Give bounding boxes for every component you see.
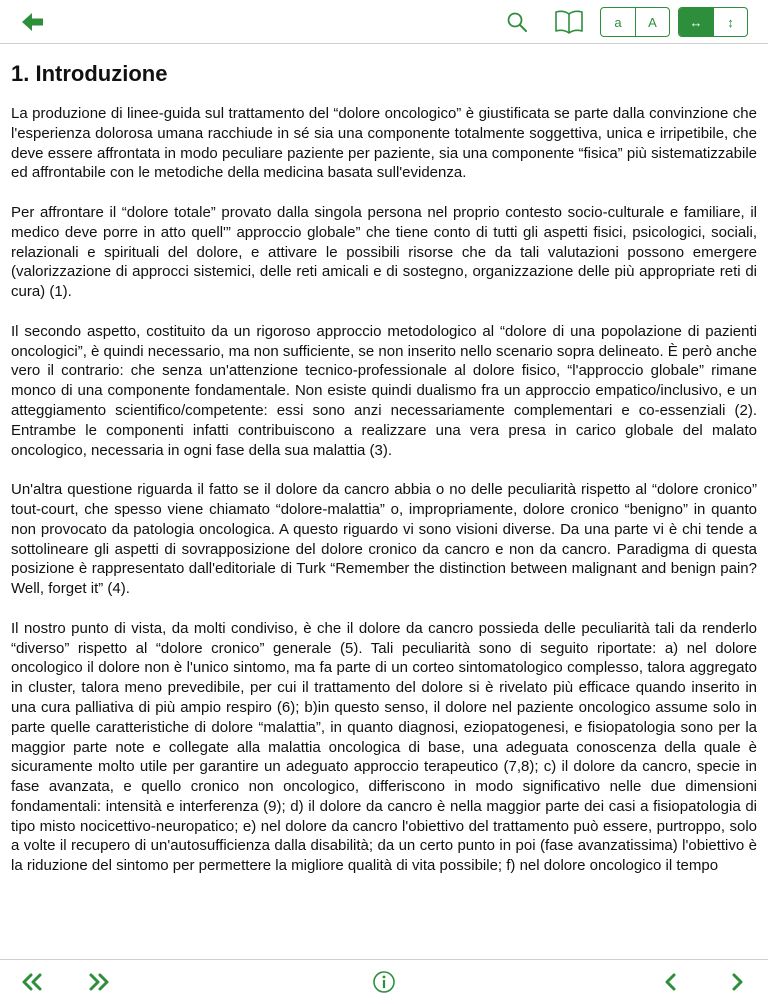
paragraph: Il secondo aspetto, costituito da un rigoroso approccio metodologico al “dolore di una popolazione di pazienti oncologici”, è quindi necessario, ma non sufficiente, se non inserito nello scenario sopra delineato. È però anche vero il contrario: che senza un'attenzione tecnico-professionale al dolore fisico, “l'approccio globale” rimane monco di una componente fondamentale. Non esiste quindi dualismo fra un approccio empatico/inclusivo, e un atteggiamento scientifico/competente: essi sono anzi necessariamente complementari e co-essenziali (2). Entrambe le componenti infatti contribuiscono a realizzare una vera presa in carico globale del malato oncologico, necessaria in ogni fase della sua malattia (3). [11, 322, 757, 459]
paragraph: La produzione di linee-guida sul trattamento del “dolore oncologico” è giustificata se parte dalla convinzione che l'esperienza dolorosa umana racchiude in sé sia una componente totalmente soggettiva, unica e irripetibile, che deve essere affrontata in modo peculiare paziente per paziente, sia una componente “fisica” più sistematizzabile ed affrontabile con le metodiche della medicina basata sull'evidenza. [11, 105, 757, 182]
font-small-button[interactable]: a [614, 14, 622, 30]
scroll-direction-toggle [678, 7, 748, 37]
vertical-scroll-button[interactable]: ↕ [713, 8, 747, 36]
article-content[interactable] [11, 58, 757, 958]
paragraph: Per affrontare il “dolore totale” provato dalla singola persona nel proprio contesto socio-culturale e familiare, il medico deve porre in atto quell'” approccio globale” che tiene conto di tutti gli aspetti fisici, psicologici, sociali, relazionali e spirituali del dolore, e attivare le possibili risorse che da tali valutazioni possono emergere (valorizzazione di approcci sistemici, delle reti amicali e di sostegno, organizzazione delle più appropriate reti di cura) (1). [11, 203, 757, 301]
chevron-right-icon[interactable] [724, 970, 750, 994]
back-arrow-icon[interactable] [20, 10, 46, 34]
double-chevron-left-icon[interactable] [19, 970, 45, 994]
font-large-button[interactable]: A [635, 8, 669, 36]
book-icon[interactable] [554, 8, 584, 36]
chevron-left-icon[interactable] [658, 970, 684, 994]
article-title: 1. Introduzione [11, 61, 168, 86]
info-icon[interactable] [371, 970, 397, 994]
font-size-toggle [600, 7, 670, 37]
search-icon[interactable] [505, 10, 529, 34]
top-toolbar [0, 0, 768, 44]
paragraph: Il nostro punto di vista, da molti condiviso, è che il dolore da cancro possieda delle peculiarità tali da renderlo “diverso” rispetto al “dolore cronico” generale (5). Tali peculiarità sono di seguito riportate: a) nel dolore oncologico il dolore non è l'unico sintomo, ma fa parte di un corteo sintomatologico complesso, talora aggregato in cluster, talora meno prevedibile, per cui il trattamento del dolore si è rivelato più efficace quando inserito in una cura palliativa di più ampio respiro (6); b)in questo senso, il dolore nel paziente oncologico assume solo in parte quelle caratteristiche di dolore “malattia”, in quanto diagnosi, eziopatogenesi, e fisiopatologia sono per la maggior parte note e collegate alla malattia oncologica di base, una adeguata conoscenza della quale è sicuramente molto utile per garantire un adeguato approccio terapeutico (7,8); c) il dolore da cancro, specie in fase avanzata, e quello cronico non oncologico, differiscono in modo significativo nelle due dimensioni fondamentali: intensità e interferenza (9); d) il dolore da cancro è nella maggior parte dei casi a fisiopatologia di tipo misto nocicettivo-neuropatico; e) nel dolore da cancro l'obiettivo del trattamento può essere, purtroppo, solo a volte il recupero di un'autosufficienza dalla disabilità; da un certo punto in poi (fase avanzatissima) l'obiettivo è la riduzione del sintomo per permettere la migliore qualità di vita possibile; f) nel dolore oncologico il tempo [11, 619, 757, 875]
horizontal-scroll-button[interactable]: ↔ [679, 8, 713, 36]
paragraph: Un'altra questione riguarda il fatto se il dolore da cancro abbia o no delle peculiarità rispetto al “dolore cronico” tout-court, che spesso viene chiamato “dolore-malattia” o, impropriamente, dolore cronico “benigno” in quanto non provocato da patologia oncologica. A questo riguardo vi sono visioni diverse. Da una parte vi è chi tende a sottolineare gli aspetti di sovrapposizione del dolore cronico da cancro e non da cancro. Paradigma di questa posizione è rappresentato dall'editoriale di Turk “Remember the distinction between malignant and benign pain? Well, forget it” (4). [11, 481, 757, 598]
double-chevron-right-icon[interactable] [86, 970, 112, 994]
bottom-toolbar [0, 959, 768, 1004]
